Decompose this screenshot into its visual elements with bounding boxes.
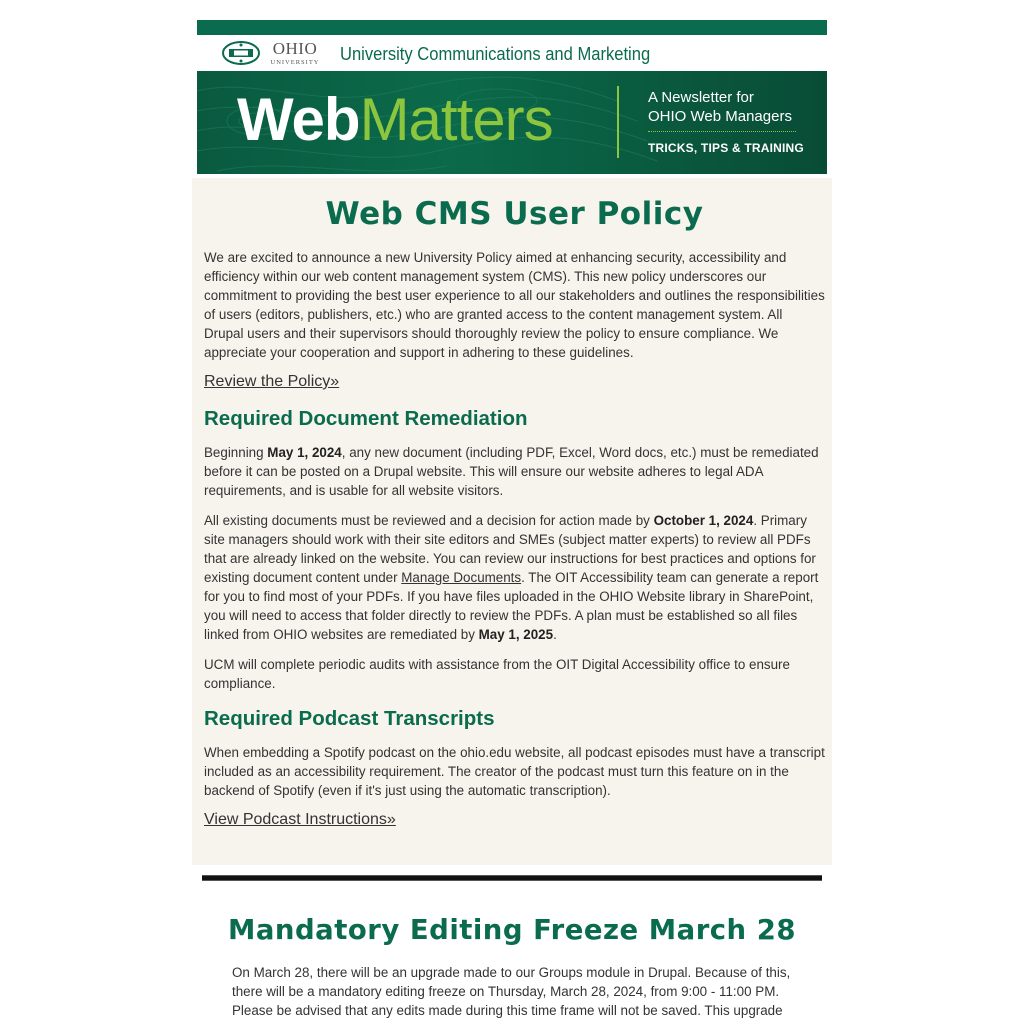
remediation-p2-text-d: . (553, 627, 557, 642)
brand-row (197, 35, 827, 71)
remediation-p1-text-b: , any new document (including PDF, Excel, Word docs, etc.) must be remediated before it can be posted on a Drupal website. This will ensure our website adheres to legal ADA requirements, and is usable for all website visitors. (204, 445, 819, 498)
banner-title (237, 85, 553, 155)
remediation-p2-text-a: All existing documents must be reviewed and a decision for action made by (204, 513, 654, 528)
podcast-instructions-link[interactable]: View Podcast Instructions» (204, 811, 396, 828)
remediation-heading: Required Document Remediation (204, 407, 528, 430)
remediation-p1-date: May 1, 2024 (267, 445, 342, 460)
review-policy-link[interactable]: Review the Policy» (204, 373, 340, 390)
remediation-paragraph-1 (204, 443, 825, 500)
banner-divider (617, 86, 619, 158)
ohio-seal-icon (222, 40, 260, 66)
top-green-bar (197, 20, 827, 35)
banner-tagline (648, 88, 792, 126)
tagline-line-1: A Newsletter for (648, 89, 754, 106)
remediation-paragraph-3: UCM will complete periodic audits with assistance from the OIT Digital Accessibility office to ensure compliance. (204, 657, 790, 691)
department-name: University Communications and Marketing (340, 44, 651, 64)
podcast-paragraph: When embedding a Spotify podcast on the ohio.edu website, all podcast episodes must have a transcript included as an accessibility requirement. The creator of the podcast must turn this feature on in the backend of Spotify (even if it's just using the automatic transcription). (204, 745, 825, 798)
logo-name: OHIO (272, 39, 318, 58)
banner-web: Web (237, 86, 360, 153)
banner-matters: Matters (359, 86, 553, 153)
remediation-p2-date-2: May 1, 2025 (478, 627, 554, 642)
policy-panel (192, 178, 832, 865)
logo-sub: UNIVERSITY (270, 59, 320, 66)
remediation-p2-text-b: . Primary site managers should work with their site editors and SMEs (subject matter experts) to review all PDFs that are already linked on the website. You can review our instructions for best practices and options for existing document content under (204, 513, 816, 585)
section-divider (202, 875, 822, 881)
newsletter-header (197, 20, 827, 174)
remediation-paragraph-2 (204, 511, 825, 644)
remediation-p2-text-c: . The OIT Accessibility team can generate a report for you to find most of your PDFs. If you have files uploaded in the OHIO Website library in SharePoint, you will need to access that folder directly to review the PDFs. A plan must be established so all files linked from OHIO websites are remediated by (204, 570, 819, 642)
remediation-p1-text-a: Beginning (204, 445, 268, 460)
policy-title: Web CMS User Policy (325, 196, 704, 232)
tagline-tips: TRICKS, TIPS & TRAINING (648, 141, 804, 155)
policy-intro: We are excited to announce a new University Policy aimed at enhancing security, accessibility and efficiency within our web content management system (CMS). This new policy underscores our commitment to providing the best user experience to all our stakeholders and outlines the responsibilities of users (editors, publishers, etc.) who are granted access to the content management system. All Drupal users and their supervisors should thoroughly review the policy to ensure compliance. We appreciate your cooperation and support in adhering to these guidelines. (204, 250, 825, 360)
tagline-dotted-rule (648, 131, 796, 132)
remediation-p2-date-1: October 1, 2024 (653, 513, 754, 528)
ohio-wordmark[interactable] (267, 41, 323, 66)
webmatters-banner (197, 71, 827, 174)
freeze-title: Mandatory Editing Freeze March 28 (228, 914, 796, 946)
podcast-heading: Required Podcast Transcripts (204, 707, 495, 730)
manage-documents-link[interactable]: Manage Documents (401, 570, 522, 585)
freeze-paragraph: On March 28, there will be an upgrade made to our Groups module in Drupal. Because of this, there will be a mandatory editing freeze on Thursday, March 28, 2024, from 9:00 - 11:00 PM. Please be advised that any edits made during this time frame will not be saved. This upgrade (232, 965, 791, 1018)
tagline-line-2: OHIO Web Managers (648, 108, 792, 125)
